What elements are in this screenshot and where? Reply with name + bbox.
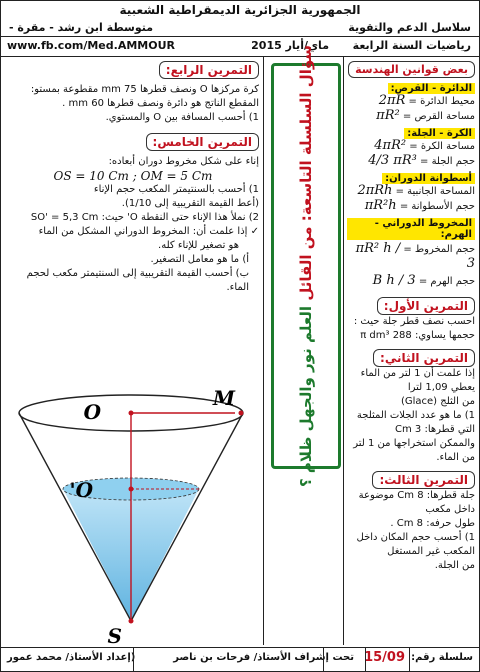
ex2-line2: من الثلج (Glace) (400, 396, 475, 407)
formulas-title: بعض قوانين الهندسة (348, 61, 475, 78)
sphere-area-formula: 4πR² (374, 138, 407, 153)
ex5-line4: (أعط القيمة التقريبية إلى 1/10). (121, 198, 259, 209)
ex5-line9: ب) أحسب القيمة التقريبية إلى السنتيمتر مكعب لحجم الماء. (26, 268, 249, 293)
cyl-lat-formula: 2πRh (357, 183, 393, 198)
subject: رياضيات السنة الرابعة (352, 39, 471, 52)
formulas-column (347, 61, 475, 573)
ex3-line2: طول حرفه: 8 Cm . (390, 518, 475, 529)
point-o-dot (129, 411, 134, 416)
ex2-line3: 1) ما هو عدد الجلات المثلجة التي قطرها: 3 Cm (356, 410, 475, 435)
footer-series-num: 15/09 (364, 650, 405, 665)
disk-area-label: مساحة القرص = (402, 111, 475, 122)
point-op-dot (129, 487, 134, 492)
pyr-vol-label: حجم الهرم = (418, 276, 475, 287)
ex2-title: التمرين الثاني: (373, 349, 475, 367)
date: ماي/أيار 2015 (251, 39, 329, 52)
sphere-area-label: مساحة الكرة = (409, 141, 475, 152)
sphere-title: الكرة - الجلة: (404, 128, 475, 139)
sphere-vol-formula: 4/3 πR³ (368, 153, 417, 168)
footer (1, 651, 479, 669)
ex2-line4: والممكن استخراجها من 1 لتر من الماء. (353, 438, 475, 463)
pyr-vol-formula: B h / 3 (372, 273, 416, 288)
footer-series-label: سلسلة رقم: (411, 652, 473, 663)
cone-vol-label: حجم المخروط = (403, 244, 475, 255)
disk-area-formula: πR² (376, 108, 400, 123)
ex5-line1: إناء على شكل مخروط دوران أبعاده: (108, 156, 259, 167)
ex1-title: التمرين الأول: (377, 297, 475, 315)
ex3-title: التمرين الثالث: (372, 471, 475, 489)
label-m: M (212, 389, 235, 410)
footer-supervisor: تحت إشراف الأستاذ/ فرحات بن ناصر (173, 652, 354, 663)
disk-title: الدائرة - القرص: (388, 83, 475, 94)
ex3-line1: جلة قطرها: 8 Cm موضوعة داخل مكعب (358, 490, 475, 515)
ex4-line1: كرة مركزها O ونصف قطرها 75 mm مقطوعة بمستو: (30, 84, 259, 95)
ex5-line2: OS = 10 Cm ; OM = 5 Cm (53, 169, 213, 183)
ex5-line6: ✓ إذا علمت أن: المخروط الدوراني المشكل من الماء (38, 226, 259, 237)
cone-title: المخروط الدوراني - الهرم: (347, 218, 475, 240)
label-o: O (83, 400, 101, 424)
republic-title: الجمهورية الجزائرية الديمقراطية الشعبية (119, 3, 361, 17)
cone-vol-formula: πR² h / 3 (355, 241, 475, 271)
ex2-line1: إذا علمت أن 1 لتر من الماء يعطي 1,09 لترا (360, 368, 475, 393)
ex3-line3: 1) أحسب حجم المكان داخل المكعب غير المستغل (356, 532, 475, 557)
ex4-title: التمرين الرابع: (159, 61, 259, 79)
exercises-column (7, 61, 259, 295)
label-s: S (107, 624, 122, 647)
cylinder-title: أسطوانة الدوران: (382, 173, 475, 184)
point-m-dot (239, 411, 244, 416)
ex4-line2: المقطع الناتج هو دائرة ونصف قطرها 60 mm . (62, 98, 259, 109)
ex5-line8: أ) ما هو معامل التصغير. (150, 254, 249, 265)
ex3-line4: من الجلة. (434, 560, 475, 571)
series-name: سلاسل الدعم والتقوية (348, 21, 471, 34)
ex5-line7: هو تصغير للإناء كله. (158, 240, 239, 251)
ex5-line5: 2) نملأ هذا الإناء حتى النقطة O' حيث: SO' = 5,3 Cm (30, 212, 259, 223)
cone-figure (3, 389, 261, 647)
footer-author: (إعداد الأستاذ/ محمد عمور (7, 652, 136, 663)
sphere-vol-label: حجم الجلة = (420, 156, 475, 167)
website: www.fb.com/Med.AMMOUR (7, 39, 175, 52)
point-s-dot (129, 619, 134, 624)
ex5-title: التمرين الخامس: (146, 133, 259, 151)
ex4-line3: 1) أحسب المسافة بين O والمستوي. (105, 112, 259, 123)
ex1-line2: حجمها يساوي: 288 π dm³ (360, 330, 475, 341)
quote-banner (271, 44, 341, 488)
school-name: متوسطة ابن رشد - مقرة - (9, 21, 154, 34)
cyl-vol-label: حجم الأسطوانة = (399, 201, 475, 212)
ex1-line1: احسب نصف قطر جلة حيث : (353, 316, 475, 327)
perimeter-label: محيط الدائرة = (408, 96, 475, 107)
perimeter-formula: 2πR (378, 93, 406, 108)
ex5-line3: 1) أحسب بالسنتيمتر المكعب حجم الإناء (93, 184, 259, 195)
cyl-lat-label: المساحة الجانبية = (395, 186, 475, 197)
quote-answer: العلم نور والجهل ظلام ؟ (297, 305, 315, 488)
quote-question: سؤال السلسلة التاسعة: من القائل (297, 44, 315, 301)
label-op: O' (69, 478, 93, 502)
cyl-vol-formula: πR²h (364, 198, 397, 213)
